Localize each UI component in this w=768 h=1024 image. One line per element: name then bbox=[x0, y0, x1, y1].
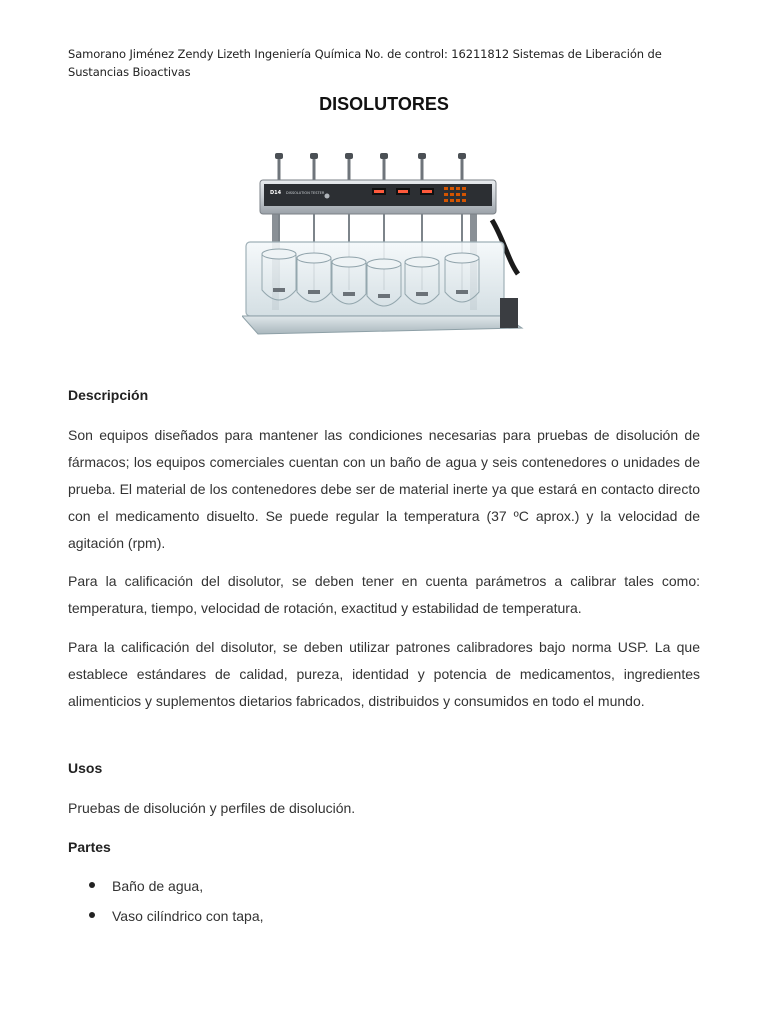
bullet-icon bbox=[89, 882, 95, 888]
list-item-text: Vaso cilíndrico con tapa, bbox=[112, 908, 264, 924]
bullet-icon bbox=[89, 912, 95, 918]
author-header: Samorano Jiménez Zendy Lizeth Ingeniería Química No. de control: 16211812 Sistemas de Liberación de Sustancias Bioactivas bbox=[68, 47, 662, 79]
dissolution-tester-image bbox=[242, 150, 526, 346]
paragraph: Pruebas de disolución y perfiles de disolución. bbox=[68, 800, 356, 816]
list-item bbox=[68, 876, 700, 906]
description-paragraph-3 bbox=[68, 634, 700, 715]
parts-list bbox=[68, 876, 700, 936]
paragraph: Son equipos diseñados para mantener las condiciones necesarias para pruebas de disolución de fármacos; los equipos comerciales cuentan con un baño de agua y seis contenedores o unidades de prueba. El material de los contenedores debe ser de material inerte ya que estará en contacto directo con el medicamento disuelto. Se puede regular la temperatura (37 ºC aprox.) y la velocidad de agitación (rpm). bbox=[68, 427, 700, 551]
section-heading-descripcion: Descripción bbox=[68, 387, 149, 403]
paragraph: Para la calificación del disolutor, se deben tener en cuenta parámetros a calibrar tales como: temperatura, tiempo, velocidad de rotación, exactitud y estabilidad de temperatura. bbox=[68, 573, 700, 616]
page-title: DISOLUTORES bbox=[319, 94, 449, 114]
panel-sublabel: DISSOLUTION TESTER bbox=[286, 191, 325, 195]
paragraph: Para la calificación del disolutor, se deben utilizar patrones calibradores bajo norma USP. La que establece estándares de calidad, pureza, identidad y potencia de medicamentos, ingredientes alimenticios y suplementos dietarios fabricados, distribuidos y consumidos en todo el mundo. bbox=[68, 639, 700, 709]
section-heading-partes: Partes bbox=[68, 839, 111, 855]
usos-paragraph bbox=[68, 795, 700, 822]
list-item bbox=[68, 906, 700, 936]
panel-label: D14 bbox=[270, 190, 282, 196]
description-paragraph-1 bbox=[68, 422, 700, 557]
list-item-text: Baño de agua, bbox=[112, 878, 204, 894]
description-paragraph-2 bbox=[68, 568, 700, 622]
section-heading-usos: Usos bbox=[68, 760, 103, 776]
